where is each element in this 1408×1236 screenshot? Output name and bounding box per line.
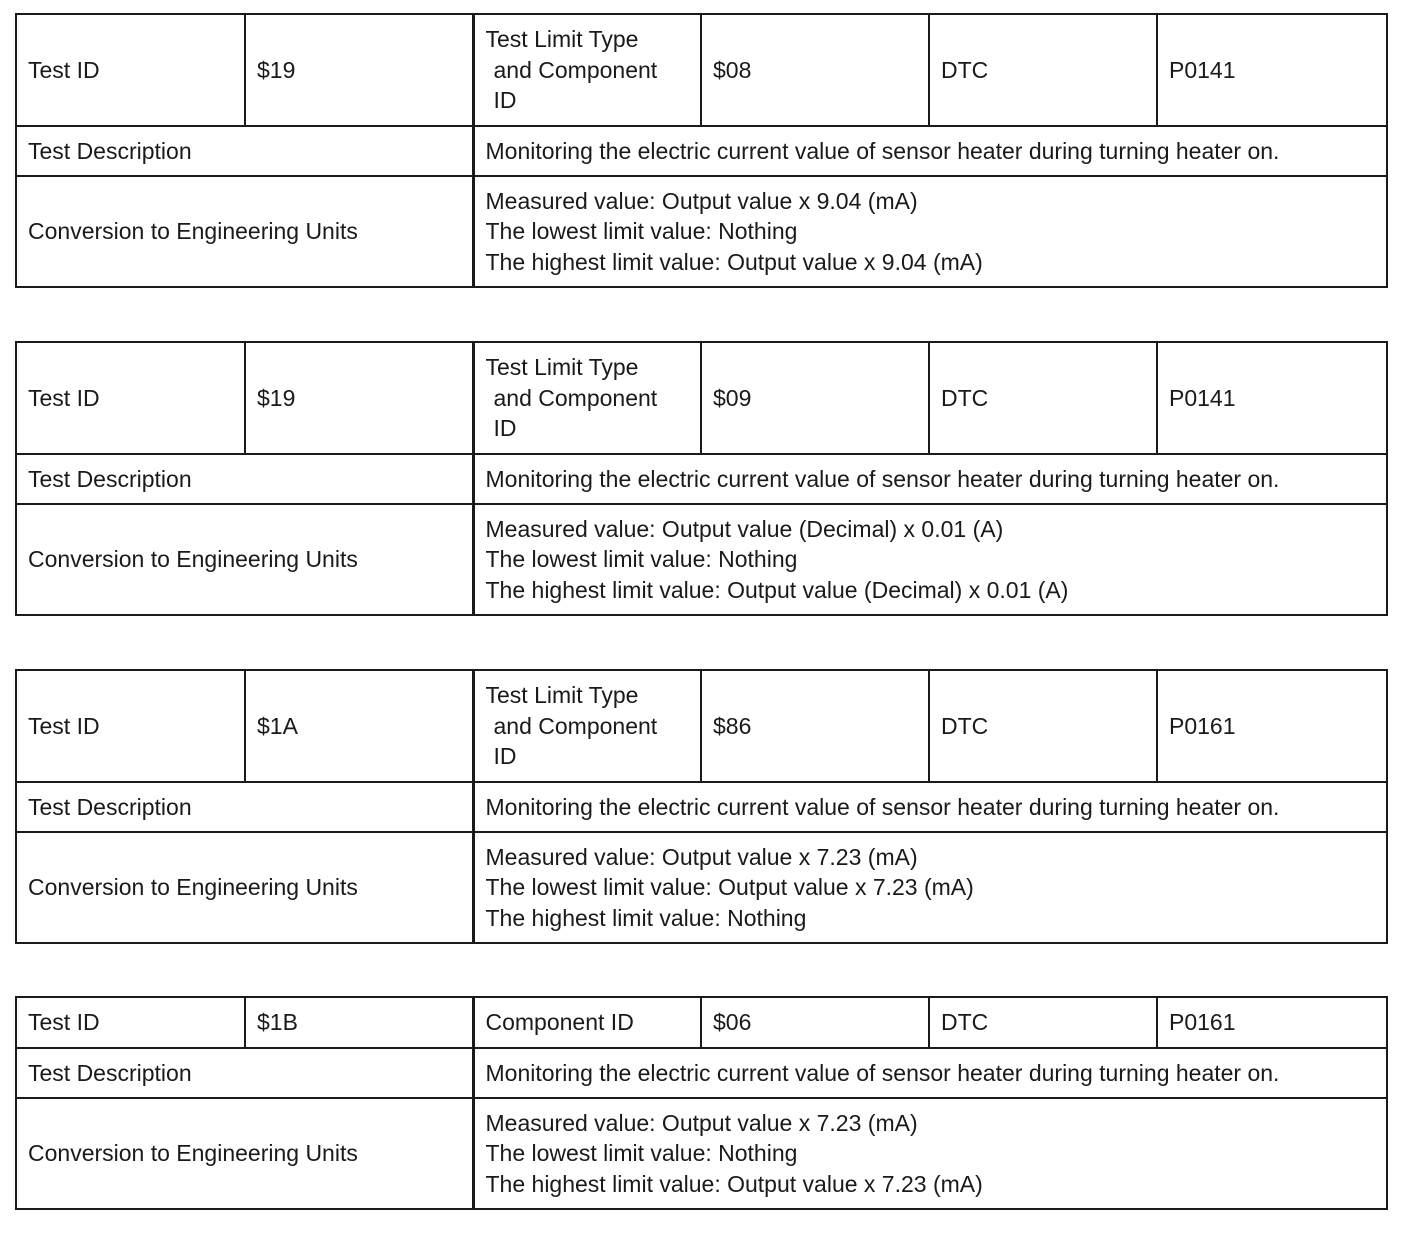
test-description-label: Test Description [16,1048,473,1098]
test-description: Monitoring the electric current value of sensor heater during turning heater on. [473,454,1387,504]
lowest-limit: The lowest limit value: Output value x 7.23 (mA) [485,874,974,901]
measured-value: Measured value: Output value x 7.23 (mA) [485,1109,918,1136]
test-description-label: Test Description [16,454,473,504]
test-id-value: $1B [245,997,473,1048]
lowest-limit: The lowest limit value: Nothing [485,218,798,245]
dtc-value: P0161 [1157,997,1387,1048]
test-id-label: Test ID [16,14,245,126]
conversion-label: Conversion to Engineering Units [16,1098,473,1209]
limit-type-label: Test Limit Type and Component ID [473,342,701,454]
conversion-values [473,504,1387,615]
test-table-3 [15,669,1388,944]
limit-type-label: Test Limit Type and Component ID [473,14,701,126]
test-description: Monitoring the electric current value of sensor heater during turning heater on. [473,1048,1387,1098]
limit-type-value: $86 [701,670,929,782]
measured-value: Measured value: Output value (Decimal) x 0.01 (A) [485,515,1004,542]
limit-type-value: $09 [701,342,929,454]
highest-limit: The highest limit value: Output value x 7.23 (mA) [485,1170,983,1197]
test-id-label: Test ID [16,997,245,1048]
test-id-value: $19 [245,342,473,454]
conversion-label: Conversion to Engineering Units [16,832,473,943]
limit-type-label: Test Limit Type and Component ID [473,670,701,782]
lowest-limit: The lowest limit value: Nothing [485,1140,798,1167]
test-id-value: $1A [245,670,473,782]
highest-limit: The highest limit value: Output value x 9.04 (mA) [485,248,983,275]
component-id-value: $06 [701,997,929,1048]
dtc-label: DTC [929,342,1157,454]
conversion-label: Conversion to Engineering Units [16,176,473,287]
highest-limit: The highest limit value: Nothing [485,904,807,931]
highest-limit: The highest limit value: Output value (Decimal) x 0.01 (A) [485,576,1069,603]
test-id-value: $19 [245,14,473,126]
test-description-label: Test Description [16,126,473,176]
dtc-label: DTC [929,14,1157,126]
conversion-values [473,1098,1387,1209]
conversion-values [473,176,1387,287]
lowest-limit: The lowest limit value: Nothing [485,546,798,573]
measured-value: Measured value: Output value x 7.23 (mA) [485,843,918,870]
dtc-value: P0141 [1157,342,1387,454]
dtc-value: P0141 [1157,14,1387,126]
measured-value: Measured value: Output value x 9.04 (mA) [485,187,918,214]
test-description: Monitoring the electric current value of sensor heater during turning heater on. [473,782,1387,832]
dtc-label: DTC [929,997,1157,1048]
component-id-label: Component ID [473,997,701,1048]
conversion-values [473,832,1387,943]
test-id-label: Test ID [16,342,245,454]
dtc-value: P0161 [1157,670,1387,782]
test-description: Monitoring the electric current value of sensor heater during turning heater on. [473,126,1387,176]
conversion-label: Conversion to Engineering Units [16,504,473,615]
dtc-label: DTC [929,670,1157,782]
test-table-4 [15,996,1388,1210]
test-id-label: Test ID [16,670,245,782]
test-description-label: Test Description [16,782,473,832]
test-table-1 [15,13,1388,288]
test-table-2 [15,341,1388,616]
limit-type-value: $08 [701,14,929,126]
